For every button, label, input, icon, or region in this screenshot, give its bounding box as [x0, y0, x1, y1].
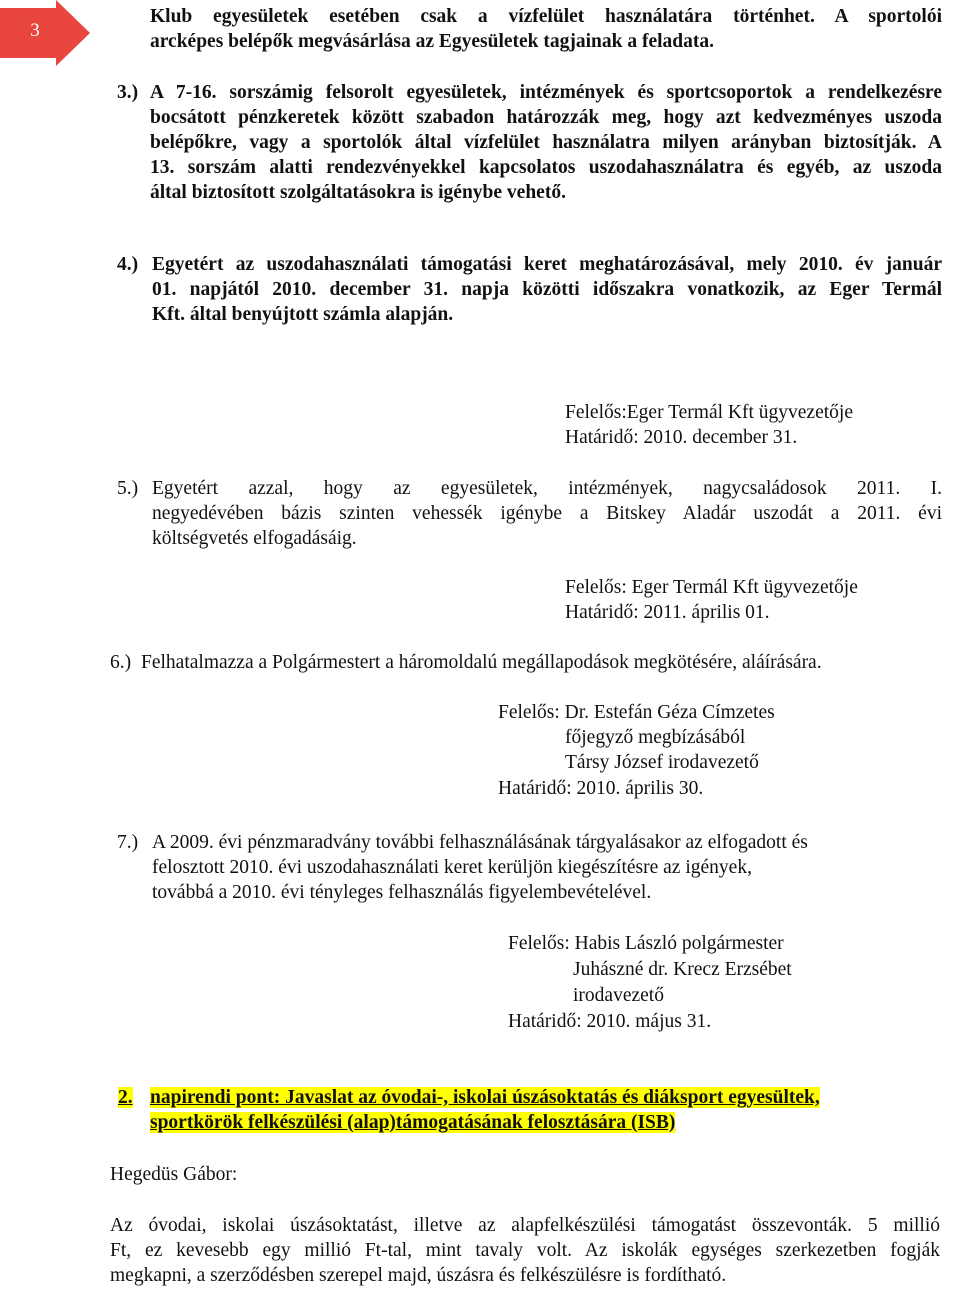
intro-line: arcképes belépők megvásárlása az Egyesületek tagjainak a feladata. — [150, 31, 715, 52]
speaker-name: Hegedüs Gábor: — [110, 1164, 238, 1185]
item-7-responsible: irodavezető — [573, 985, 664, 1006]
agenda-title-line: sportkörök felkészülési (alap)támogatásának felosztására (ISB) — [150, 1112, 676, 1133]
item-5-deadline: Határidő: 2011. április 01. — [565, 602, 770, 623]
item-3-paragraph — [117, 80, 942, 105]
item-7-line: felosztott 2010. évi uszodahasználati keret kerüljön kiegészítésre az igények, — [152, 857, 752, 878]
item-5-line: költségvetés elfogadásáig. — [152, 528, 357, 549]
agenda-title — [150, 1085, 820, 1135]
intro-paragraph — [150, 4, 942, 54]
speech-paragraph — [110, 1213, 940, 1288]
item-4-line: 01. napjától 2010. december 31. napja közötti időszakra vonatkozik, az Eger Termál — [152, 279, 942, 300]
item-6-responsible: főjegyző megbízásából — [565, 727, 746, 748]
agenda-number — [118, 1085, 133, 1110]
speech-line: Az óvodai, iskolai úszásoktatást, illetve az alapfelkészülési támogatást összevonták. 5 millió — [110, 1215, 940, 1236]
item-6-text: Felhatalmazza a Polgármestert a háromoldalú megállapodások megkötésére, aláírására. — [141, 652, 822, 673]
item-7-line: továbbá a 2010. évi tényleges felhasználás figyelembevételével. — [152, 882, 652, 903]
item-6-responsible: Társy József irodavezető — [565, 752, 759, 773]
item-5-line: Egyetért azzal, hogy az egyesületek, intézmények, nagycsaládosok 2011. I. — [152, 478, 942, 499]
page-number-badge — [0, 0, 90, 66]
item-5-text — [152, 476, 942, 551]
item-7-responsible: Felelős: Habis László polgármester — [508, 933, 784, 954]
item-4-deadline: Határidő: 2010. december 31. — [565, 427, 798, 448]
item-6-number: 6.) — [110, 652, 132, 673]
agenda-number-text: 2. — [118, 1087, 133, 1108]
item-7-number: 7.) — [117, 832, 139, 853]
item-4-number: 4.) — [117, 254, 139, 275]
item-3-continuation — [150, 105, 942, 205]
item-5-responsible: Felelős: Eger Termál Kft ügyvezetője — [565, 577, 858, 598]
item-5-line: negyedévében bázis szinten vehessék igénybe a Bitskey Aladár uszodát a 2011. évi — [152, 503, 942, 524]
item-3-line: bocsátott pénzkeretek között szabadon határozzák meg, hogy azt kedvezményes uszoda — [150, 107, 942, 128]
item-4-line: Kft. által benyújtott számla alapján. — [152, 304, 454, 325]
item-6-responsible: Felelős: Dr. Estefán Géza Címzetes — [498, 702, 775, 723]
item-3-line: belépőkre, vagy a sportolók által vízfelület használatra milyen arányban biztosítják. A — [150, 132, 942, 153]
item-7-deadline: Határidő: 2010. május 31. — [508, 1011, 712, 1032]
item-4-responsible: Felelős:Eger Termál Kft ügyvezetője — [565, 402, 853, 423]
item-3-line: 3.) A 7-16. sorszámig felsorolt egyesületek, intézmények és sportcsoportok a rendelkezésre — [117, 82, 942, 103]
speech-line: megkapni, a szerződésben szerepel majd, úszásra és felkészülésre is fordítható. — [110, 1265, 727, 1286]
item-7-text — [152, 830, 942, 905]
item-6-deadline: Határidő: 2010. április 30. — [498, 778, 704, 799]
speech-line: Ft, ez kevesebb egy millió Ft-tal, mint tavaly volt. Az iskolák egységes szerkezetben fogják — [110, 1240, 940, 1261]
item-4-text — [152, 252, 942, 327]
item-3-line: által biztosított szolgáltatásokra is igénybe vehető. — [150, 182, 566, 203]
page-number: 3 — [30, 20, 40, 41]
item-4-line: Egyetért az uszodahasználati támogatási keret meghatározásával, mely 2010. év január — [152, 254, 942, 275]
agenda-title-line: napirendi pont: Javaslat az óvodai-, iskolai úszásoktatás és diáksport egyesültek, — [150, 1087, 820, 1108]
item-3-line: 13. sorszám alatti rendezvényekkel kapcsolatos uszodahasználatra és egyéb, az uszoda — [150, 157, 942, 178]
item-5-number: 5.) — [117, 478, 139, 499]
item-7-responsible: Juhászné dr. Krecz Erzsébet — [573, 959, 792, 980]
intro-line: Klub egyesületek esetében csak a vízfelület használatára történhet. A sportolói — [150, 6, 942, 27]
item-7-line: A 2009. évi pénzmaradvány további felhasználásának tárgyalásakor az elfogadott és — [152, 832, 808, 853]
